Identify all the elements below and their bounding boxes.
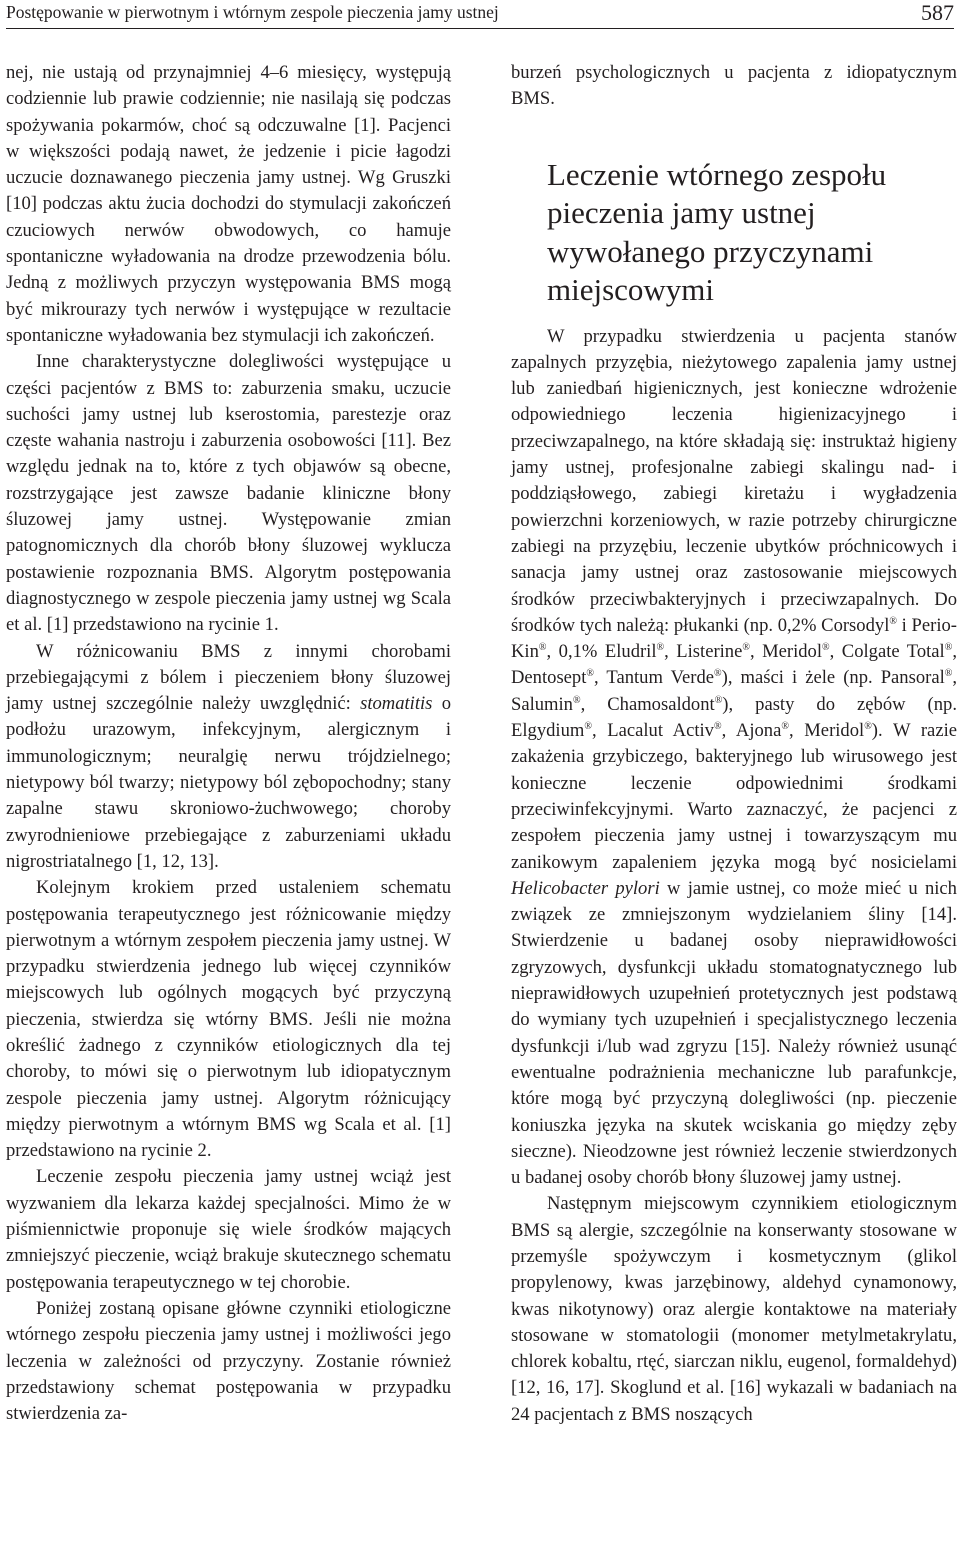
left-column bbox=[6, 60, 451, 1427]
page-number: 587 bbox=[921, 0, 954, 25]
text-run: , Lacalut Activ bbox=[591, 720, 714, 742]
text-run: , 0,1% Eludril bbox=[546, 641, 657, 663]
registered-mark: ® bbox=[944, 668, 953, 680]
registered-mark: ® bbox=[889, 615, 897, 627]
registered-mark: ® bbox=[714, 694, 723, 706]
paragraph: Poniżej zostaną opisane główne czynniki etiologiczne wtórnego zespołu pieczenia jamy ustnej i możliwości jego leczenia w zależności od przyczyny. Zostanie również przedstawiony schemat postępowania w przypadku stwierdzenia za- bbox=[6, 1297, 451, 1425]
text-run: , Dentosept bbox=[511, 641, 957, 689]
registered-mark: ® bbox=[656, 641, 665, 653]
text-run: i Perio-Kin bbox=[511, 614, 957, 663]
right-column bbox=[511, 60, 957, 1428]
registered-mark: ® bbox=[584, 720, 592, 732]
registered-mark: ® bbox=[713, 720, 722, 732]
text-run: , Meridol bbox=[788, 720, 865, 742]
paragraph bbox=[6, 639, 451, 876]
text-run: , Salumin bbox=[511, 667, 958, 715]
text-run: W przypadku stwierdzenia u pacjenta stanów zapalnych przyzębia, nieżytowego zapalenia jamy ustnej lub zaniedbań higienicznych, jest konieczne wdrożenie odpowiedniego leczenia higienizacyjnego i przeciwzapalnego, na które składają się: instruktaż higieny jamy ustnej, profesjonalne zabiegi skalingu nad- i poddziąsłowego, zabiegi kiretażu i wygładzenia powierzchni korzeniowych, w razie potrzeby chirurgiczne zabiegi na przyzębiu, leczenie ubytków próchnicowych i sanacja jamy ustnej oraz zastosowanie miejscowych środków przeciwbakteryjnych i przeciwzapalnych. Do środków tych należą: płukanki (np. 0,2% Corsodyl bbox=[511, 325, 957, 636]
registered-mark: ® bbox=[714, 668, 722, 680]
italic-term: stomatitis bbox=[360, 693, 433, 715]
registered-mark: ® bbox=[822, 641, 830, 653]
text-run: W różnicowaniu BMS z innymi chorobami przebiegającymi z bólem i pieczeniem błony śluzowej jamy ustnej szczególnie należy uwzględnić: bbox=[6, 640, 451, 715]
running-title: Postępowanie w pierwotnym i wtórnym zespole pieczenia jamy ustnej bbox=[6, 2, 499, 22]
text-run: ), pasty do zębów (np. Elgydium bbox=[511, 693, 957, 742]
registered-mark: ® bbox=[572, 694, 581, 706]
registered-mark: ® bbox=[781, 720, 789, 732]
paragraph: nej, nie ustają od przynajmniej 4–6 miesięcy, występują codziennie lub prawie codziennie; nie nasilają się podczas spożywania pokarmów, choć są odczuwalne [1]. Pacjenci w większości podają nawet, że jedzenie i picie łagodzi uczucie doznawanego pieczenia jamy ustnej. Wg Gruszki [10] podczas aktu żucia dochodzi do stymulacji zakończeń czuciowych nerwów obwodowych, co hamuje spontaniczne wyładowania na drodze przewodzenia bólu. Jedną z możliwych przyczyn występowania BMS mogą być mikrourazy tych nerwów i występujące w rezultacie spontaniczne wyładowania bez stymulacji ich zakończeń. bbox=[6, 62, 451, 346]
paragraph bbox=[511, 324, 957, 1192]
registered-mark: ® bbox=[538, 641, 547, 653]
text-run: , Colgate Total bbox=[829, 641, 945, 663]
paragraph: Następnym miejscowym czynnikiem etiologicznym BMS są alergie, szczególnie na konserwanty stosowane w przemyśle spożywczym i kosmetycznym (glikol propylenowy, kwas jarzębinowy, aldehyd cynamonowy, kwas nikotynowy) oraz alergie kontaktowe na materiały stosowane w stomatologii (monomer metylmetakrylatu, chlorek kobaltu, rtęć, siarczan niklu, eugenol, formaldehyd) [12, 16, 17]. Skoglund et al. [16] wykazali w badaniach na 24 pacjentach z BMS noszących bbox=[511, 1193, 957, 1425]
text-run: o podłożu urazowym, infekcyjnym, alergicznym i immunologicznym; neuralgię nerwu trójdzielnego; nietypowy ból twarzy; nietypowy ból zębopochodny; stany zapalne stawu skroniowo-żuchwowego; choroby zwyrodnieniowe przebiegające z zaburzeniami układu nigrostriatalnego [1, 12, 13]. bbox=[6, 693, 451, 872]
running-header bbox=[6, 0, 954, 29]
text-run: , Tantum Verde bbox=[594, 667, 715, 689]
text-run: ), maści i żele (np. Pansoral bbox=[721, 667, 945, 689]
text-run: , Ajona bbox=[721, 720, 782, 742]
registered-mark: ® bbox=[864, 720, 872, 732]
section-heading: Leczenie wtórnego zespołu pieczenia jamy ustnej wywołanego przyczynami miejscowymi bbox=[547, 156, 887, 308]
paragraph: Inne charakterystyczne dolegliwości występujące u części pacjentów z BMS to: zaburzenia smaku, uczucie suchości jamy ustnej lub kserostomia, parestezje oraz częste wahania nastroju i zaburzenia osobowości [11]. Bez względu jednak na to, które z tych objawów są obecne, rozstrzygające jest zawsze badanie kliniczne błony śluzowej jamy ustnej. Występowanie zmian patognomicznych dla chorób błony śluzowej wyklucza postawienie rozpoznania BMS. Algorytm postępowania diagnostycznego w zespole pieczenia jamy ustnej wg Scala et al. [1] przedstawiono na rycinie 1. bbox=[6, 351, 451, 636]
registered-mark: ® bbox=[742, 641, 750, 653]
italic-term: Helicobacter pylori bbox=[511, 877, 660, 899]
text-run: w jamie ustnej, co może mieć u nich związek ze zmniejszonym wydzielaniem śliny [14]. Stwierdzenie u badanej osoby nieprawidłowości zgryzowych, dysfunkcji układu stomatognatycznego lub nieprawidłowych uzupełnień protetycznych jest podstawą do wymiany tych uzupełnień i specjalistycznego leczenia dysfunkcji i/lub wad zgryzu [15]. Należy również usunąć ewentualne podrażnienia mechaniczne lub parafunkcje, które mogą być przyczyną dolegliwości (np. pieczenie koniuszka języka na skutek wciskania go między zęby sieczne). Nieodzowne jest również leczenie stwierdzonych u badanej osoby chorób błony śluzowej jamy ustnej. bbox=[511, 877, 957, 1189]
paragraph: Kolejnym krokiem przed ustaleniem schematu postępowania terapeutycznego jest różnicowanie między pierwotnym a wtórnym zespołem pieczenia jamy ustnej. W przypadku stwierdzenia jednego lub więcej czynników miejscowych lub ogólnych mogących być przyczyną pieczenia, stwierdza się wtórny BMS. Jeśli nie można określić żadnego z czynników etiologicznych dla tej choroby, to mówi się o pierwotnym lub idiopatycznym zespole pieczenia jamy ustnej. Algorytm różnicujący między pierwotnym a wtórnym BMS wg Scala et al. [1] przedstawiono na rycinie 2. bbox=[6, 877, 451, 1162]
registered-mark: ® bbox=[586, 668, 595, 680]
text-run: , Listerine bbox=[664, 641, 743, 663]
text-run: , Meridol bbox=[749, 641, 823, 663]
paragraph: Leczenie zespołu pieczenia jamy ustnej wciąż jest wyzwaniem dla lekarza każdej specjalności. Mimo że w piśmiennictwie proponuje się wiele środków mających zmniejszyć pieczenie, wciąż brakuje skutecznego schematu postępowania terapeutycznego w tej chorobie. bbox=[6, 1166, 451, 1293]
text-run: ). W razie zakażenia grzybiczego, bakteryjnego lub wirusowego jest konieczne leczenie odpowiednimi środkami przeciwinfekcyjnymi. Warto zaznaczyć, że pacjenci z zespołem pieczenia jamy ustnej i towarzyszącym mu zanikowym zapaleniem języka mogą być nosicielami bbox=[511, 720, 957, 873]
registered-mark: ® bbox=[944, 641, 953, 653]
paragraph: burzeń psychologicznych u pacjenta z idiopatycznym BMS. bbox=[511, 62, 957, 110]
text-run: , Chamosaldont bbox=[580, 693, 715, 715]
